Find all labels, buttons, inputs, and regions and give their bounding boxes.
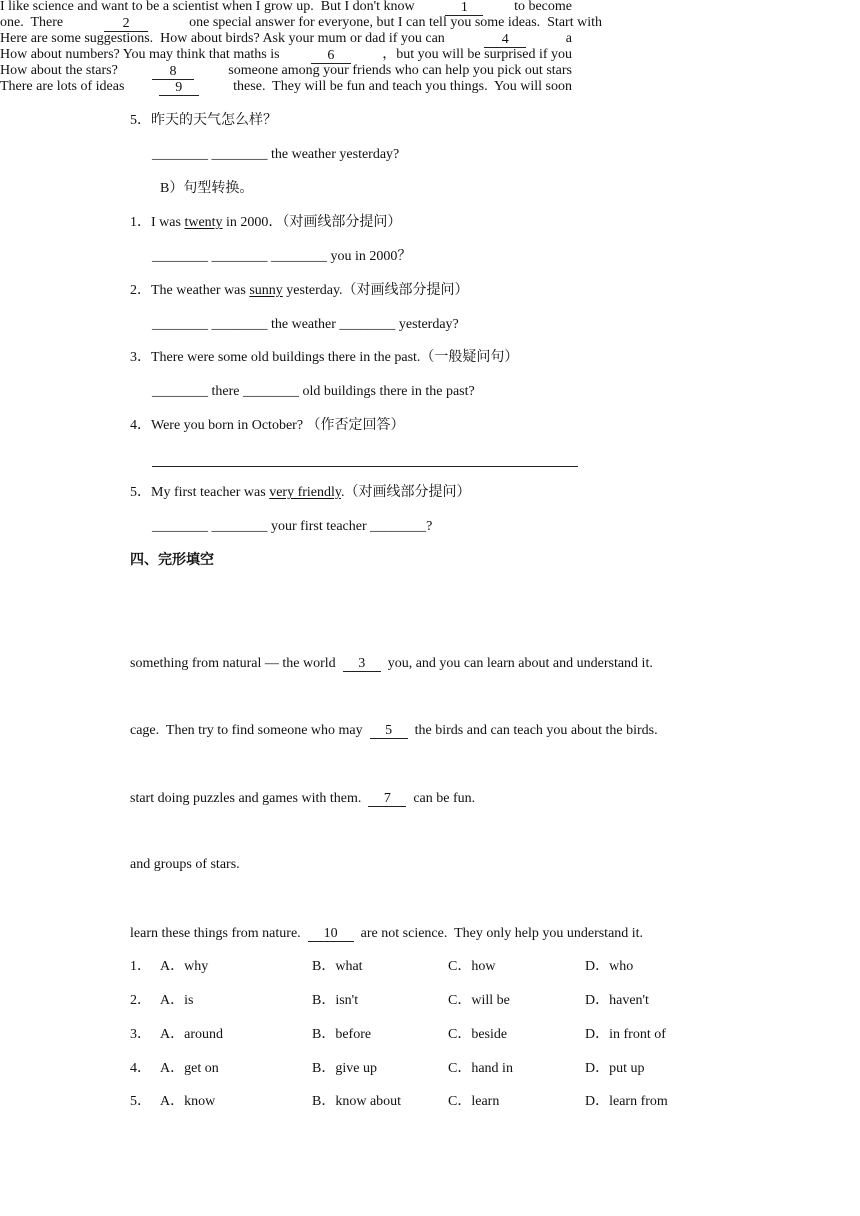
- passage-line: [0, 16, 602, 32]
- option-a: A．get on: [160, 1061, 219, 1076]
- question-b4: [130, 419, 405, 433]
- option-d: D．in front of: [585, 1027, 666, 1042]
- passage-text: the birds and can teach you about the birds.: [414, 723, 658, 738]
- option-b: B．what: [312, 959, 363, 974]
- option-d: D．who: [585, 959, 634, 974]
- option-d: D．learn from: [585, 1094, 668, 1109]
- option-number: 1．: [130, 959, 151, 974]
- blank-3: 3: [343, 656, 381, 672]
- underlined-text: twenty: [184, 215, 223, 230]
- blank-7: 7: [368, 791, 406, 807]
- option-c: C．how: [448, 959, 496, 974]
- answer-rule-b4: [152, 466, 578, 467]
- option-number: 2．: [130, 993, 151, 1008]
- question-text: There were some old buildings there in the past.（一般疑问句）: [151, 350, 519, 365]
- question-text: I was: [151, 215, 185, 230]
- passage-text: start doing puzzles and games with them.: [130, 791, 362, 806]
- blank-1: 1: [445, 0, 483, 16]
- answer-line-b5: ________ ________ your first teacher ________?: [152, 519, 433, 534]
- passage-text: There are lots of ideas: [0, 79, 125, 94]
- blank-8: 8: [152, 64, 194, 80]
- option-a: A．know: [160, 1094, 216, 1109]
- passage-text: something from natural — the world: [130, 656, 336, 671]
- blank-6: 6: [311, 48, 351, 64]
- question-a5: 5．昨天的天气怎么样？: [130, 113, 277, 128]
- question-number: 5．: [130, 485, 151, 500]
- part-b-title: B）句型转换。: [160, 181, 254, 196]
- answer-line-a5: ________ ________ the weather yesterday?: [152, 147, 400, 162]
- question-b3: [130, 351, 518, 365]
- passage-text: learn these things from nature.: [130, 926, 301, 941]
- question-number: 1．: [130, 215, 151, 230]
- option-d: D．haven't: [585, 993, 649, 1008]
- passage-text: How about numbers? You may think that maths is: [0, 47, 280, 62]
- option-c: C．will be: [448, 993, 510, 1008]
- passage-text: cage. Then try to find someone who may: [130, 723, 363, 738]
- question-number: 2．: [130, 283, 151, 298]
- question-number: 3．: [130, 350, 151, 365]
- underlined-text: sunny: [249, 283, 283, 298]
- answer-line-b3: ________ there ________ old buildings there in the past?: [152, 384, 475, 399]
- question-text: .（对画线部分提问）: [340, 485, 471, 500]
- option-c: C．learn: [448, 1094, 500, 1109]
- passage-text: Here are some suggestions. How about birds? Ask your mum or dad if you can: [0, 31, 445, 46]
- passage-line: [0, 0, 572, 16]
- question-text: The weather was: [151, 283, 250, 298]
- option-number: 4．: [130, 1061, 151, 1076]
- question-b5: [130, 486, 470, 500]
- section-4-title: 四、完形填空: [130, 552, 214, 568]
- passage-line: [130, 723, 658, 739]
- blank-2: 2: [104, 16, 148, 32]
- option-a: A．is: [160, 993, 194, 1008]
- blank-5: 5: [370, 723, 408, 739]
- passage-line: and groups of stars.: [130, 857, 240, 872]
- option-d: D．put up: [585, 1061, 645, 1076]
- passage-text: How about the stars?: [0, 63, 118, 78]
- passage-line: [0, 64, 572, 80]
- option-a: A．why: [160, 959, 209, 974]
- option-a: A．around: [160, 1027, 223, 1042]
- passage-text: can be fun.: [413, 791, 476, 806]
- answer-line-b2: ________ ________ the weather ________ yesterday?: [152, 317, 459, 332]
- option-b: B．give up: [312, 1061, 377, 1076]
- passage-text: a: [565, 31, 572, 46]
- passage-text: you, and you can learn about and understand it.: [387, 656, 653, 671]
- option-c: C．hand in: [448, 1061, 513, 1076]
- passage-text: to become: [514, 0, 572, 14]
- blank-4: 4: [484, 32, 526, 48]
- passage-line: [130, 926, 643, 942]
- passage-line: [0, 48, 572, 64]
- option-number: 3．: [130, 1027, 151, 1042]
- passage-text: ，but you will be surprised if you: [382, 47, 572, 62]
- passage-text: are not science. They only help you understand it.: [360, 926, 644, 941]
- question-text: Were you born in October? （作否定回答）: [151, 418, 405, 433]
- question-text: My first teacher was: [151, 485, 270, 500]
- passage-text: someone among your friends who can help you pick out stars: [228, 63, 572, 78]
- answer-line-b1: ________ ________ ________ you in 2000？: [152, 249, 412, 264]
- underlined-text: very friendly: [269, 485, 341, 500]
- option-number: 5．: [130, 1094, 151, 1109]
- passage-text: one special answer for everyone, but I can tell you some ideas. Start with: [189, 15, 602, 30]
- option-b: B．isn't: [312, 993, 359, 1008]
- option-b: B．know about: [312, 1094, 402, 1109]
- question-b1: [130, 216, 401, 230]
- question-text: yesterday.（对画线部分提问）: [282, 283, 469, 298]
- option-c: C．beside: [448, 1027, 508, 1042]
- option-b: B．before: [312, 1027, 372, 1042]
- passage-line: [0, 32, 572, 48]
- blank-9: 9: [159, 80, 199, 96]
- passage-text: I like science and want to be a scientist when I grow up. But I don't know: [0, 0, 415, 14]
- question-text: in 2000．（对画线部分提问）: [222, 215, 402, 230]
- passage-line: [130, 656, 653, 672]
- question-number: 4．: [130, 418, 151, 433]
- passage-line: [0, 80, 572, 96]
- question-b2: [130, 284, 469, 298]
- passage-line: [130, 791, 475, 807]
- blank-10: 10: [308, 926, 354, 942]
- passage-text: these. They will be fun and teach you things. You will soon: [233, 79, 572, 94]
- passage-text: one. There: [0, 15, 64, 30]
